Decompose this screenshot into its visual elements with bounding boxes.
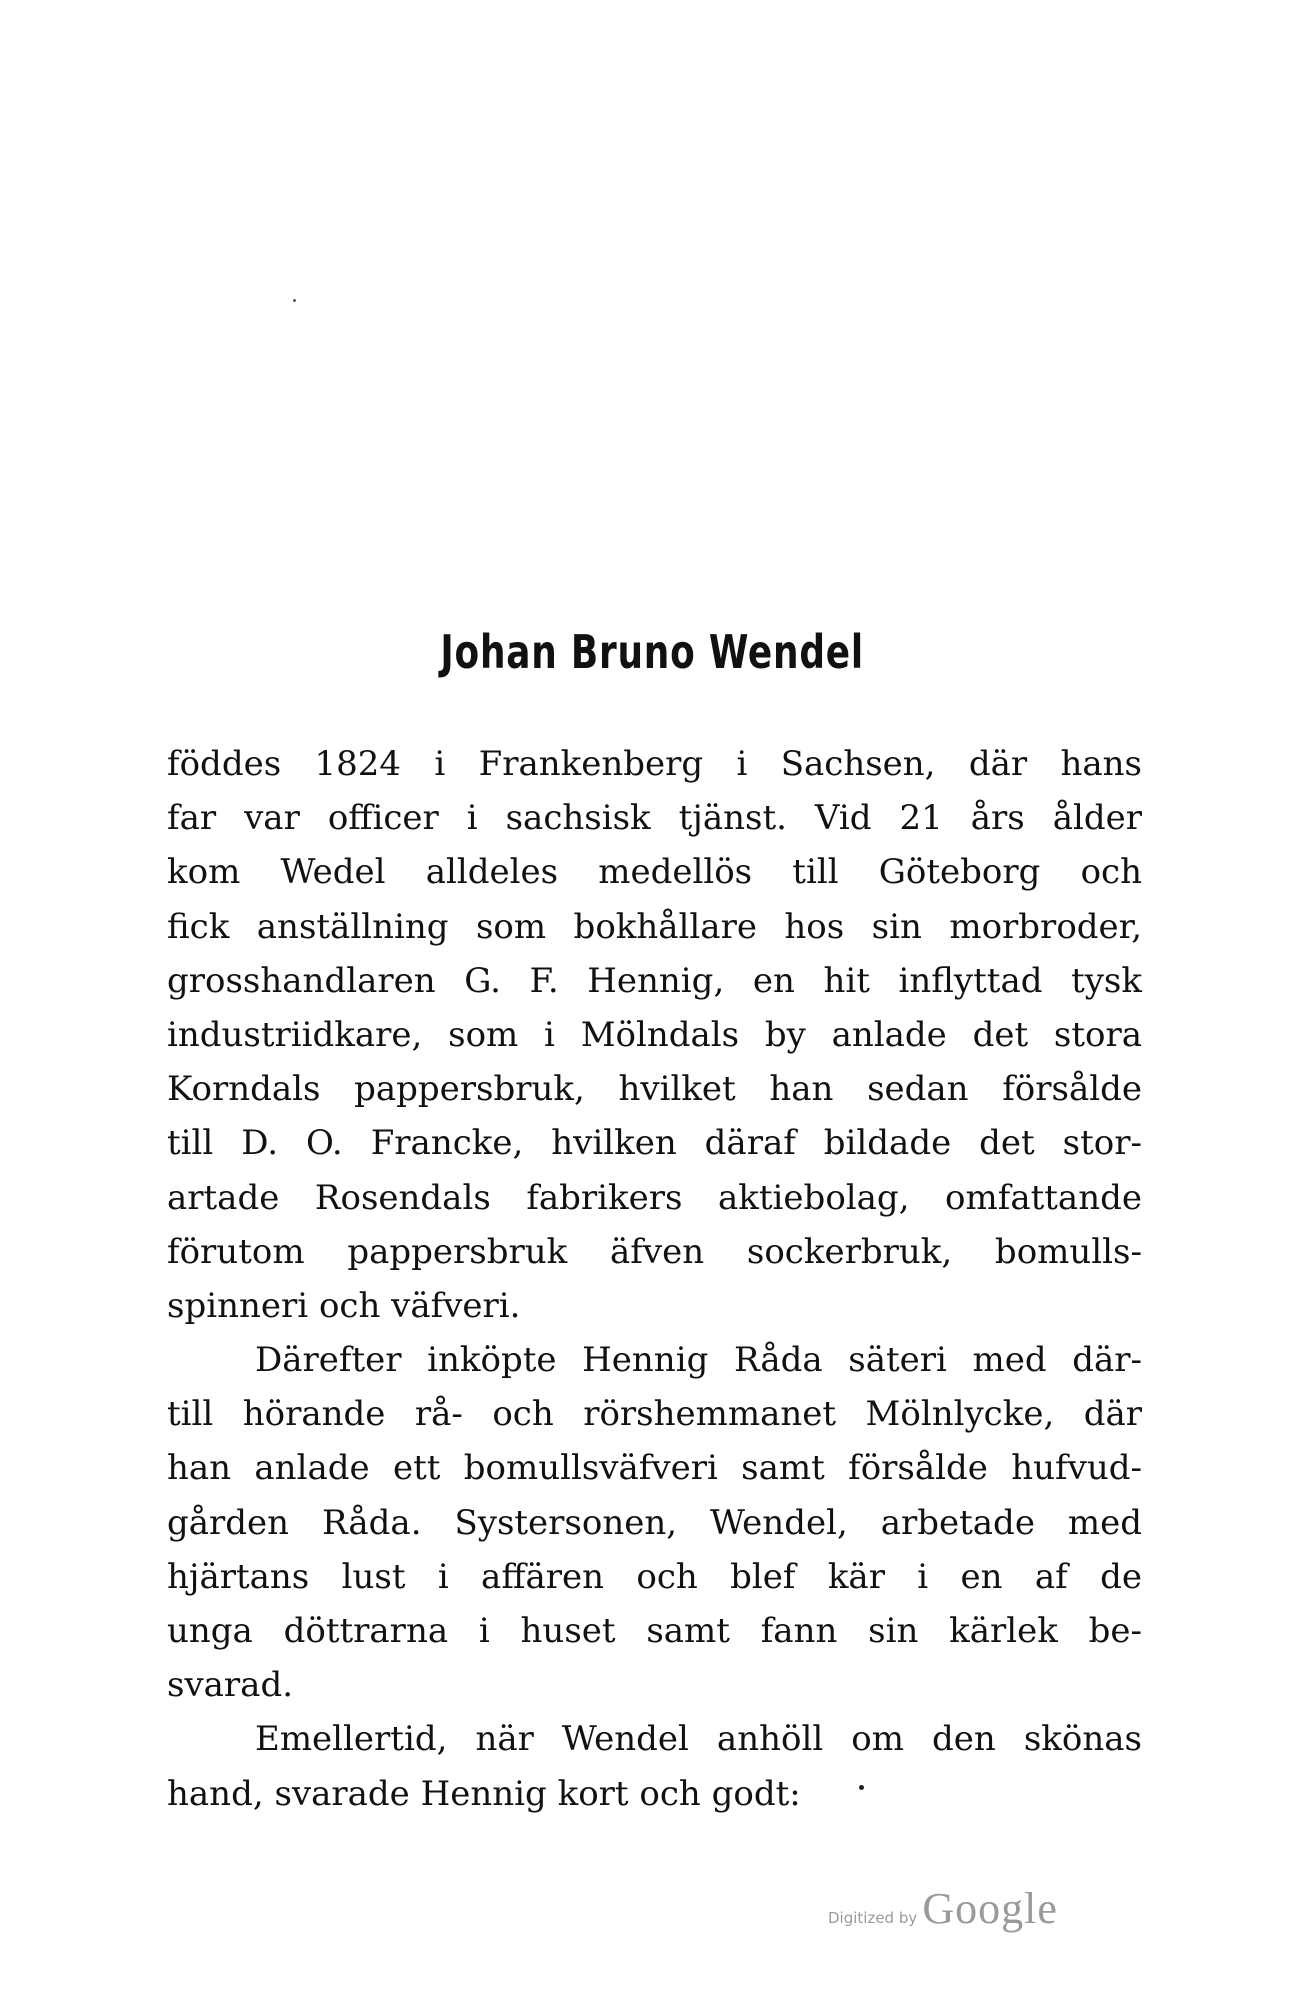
text-line: far var officer i sachsisk tjänst. Vid 21 års ålder: [167, 798, 1142, 839]
text-line: gården Råda. Systersonen, Wendel, arbetade med: [167, 1502, 1142, 1543]
text-line: kom Wedel alldeles medellös till Göteborg och: [167, 852, 1142, 893]
text-line: fick anställning som bokhållare hos sin morbroder,: [167, 906, 1142, 947]
text-line: grosshandlaren G. F. Hennig, en hit inflyttad tysk: [167, 960, 1142, 1001]
text-line: svarad.: [167, 1665, 294, 1706]
digitized-watermark: [828, 1883, 1098, 1943]
text-line: unga döttrarna i huset samt fann sin kärlek be-: [167, 1611, 1142, 1651]
text-line: Korndals pappersbruk, hvilket han sedan försålde: [167, 1069, 1142, 1110]
page-title: Johan Bruno Wendel: [440, 625, 864, 679]
text-line: hjärtans lust i affären och blef kär i en af de: [167, 1556, 1142, 1597]
stray-dot: [859, 1785, 864, 1790]
paper-speck: [293, 299, 296, 302]
text-line: hand, svarade Hennig kort och godt:: [167, 1767, 1142, 1821]
watermark-prefix: Digitized by: [828, 1909, 918, 1927]
text-line: Emellertid, när Wendel anhöll om den skönas: [255, 1719, 1142, 1760]
text-line: till hörande rå- och rörshemmanet Mölnlycke, där: [167, 1394, 1142, 1435]
text-line: industriidkare, som i Mölndals by anlade det stora: [167, 1014, 1142, 1055]
text-line: Därefter inköpte Hennig Råda säteri med där-: [255, 1340, 1142, 1381]
text-line: föddes 1824 i Frankenberg i Sachsen, där hans: [167, 744, 1142, 784]
text-line: artade Rosendals fabrikers aktiebolag, omfattande: [167, 1177, 1142, 1218]
text-line: spinneri och väfveri.: [167, 1285, 521, 1326]
text-line: förutom pappersbruk äfven sockerbruk, bomulls-: [167, 1231, 1142, 1272]
body-text: [167, 737, 1142, 1821]
text-line: han anlade ett bomullsväfveri samt försålde hufvud-: [167, 1448, 1142, 1489]
text-line: till D. O. Francke, hvilken däraf bildade det stor-: [167, 1123, 1142, 1164]
watermark-brand: Google: [922, 1884, 1058, 1933]
